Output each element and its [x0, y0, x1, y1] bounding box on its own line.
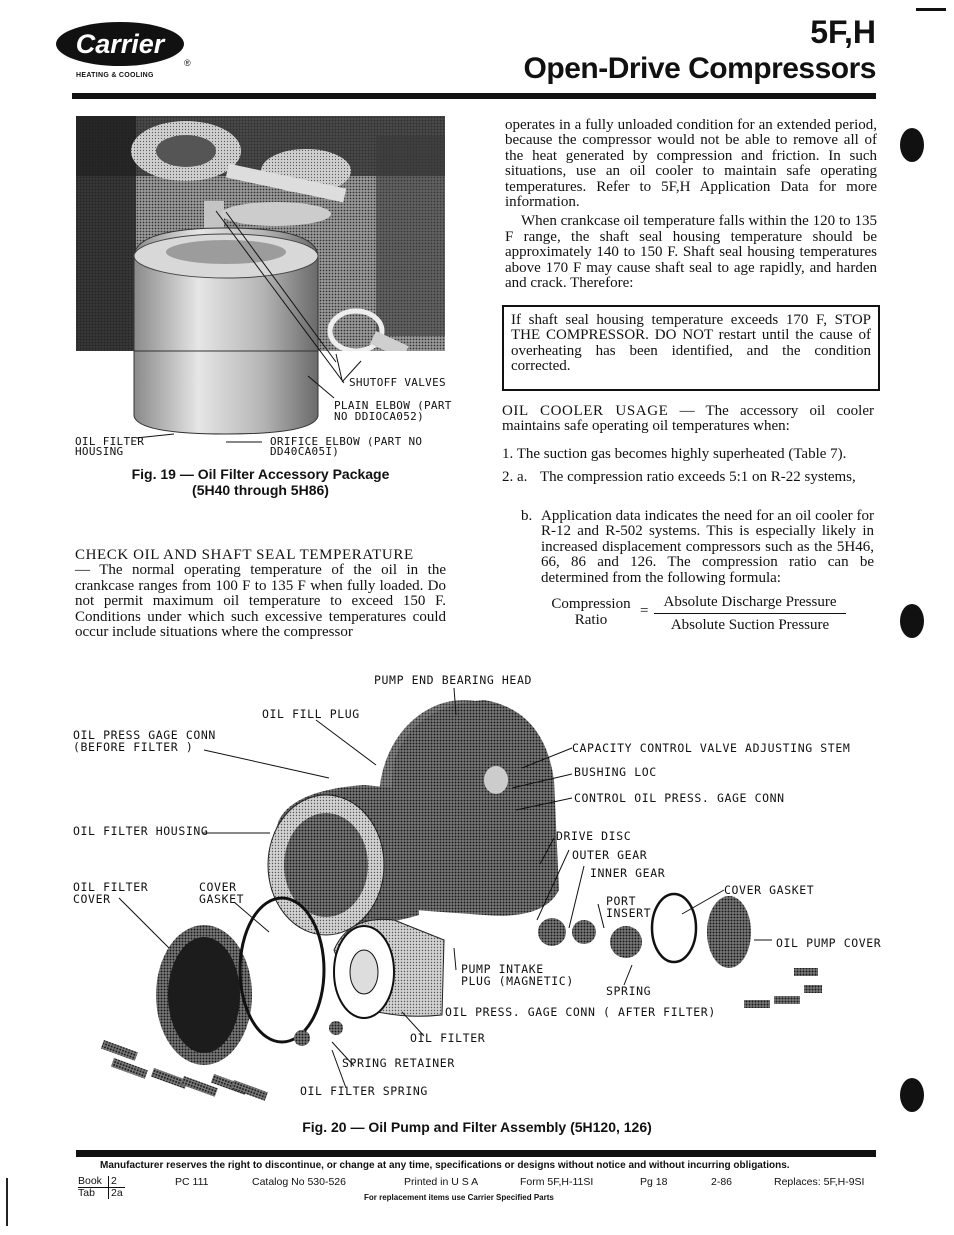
hole-punch-middle — [900, 604, 924, 638]
label-control-oil-press: CONTROL OIL PRESS. GAGE CONN — [574, 791, 785, 805]
label-oil-filter-housing: OIL FILTER HOUSING — [73, 824, 209, 838]
logo-subtitle: HEATING & COOLING — [76, 72, 154, 79]
label-drive-disc: DRIVE DISC — [556, 829, 632, 843]
list-item-2a-number: 2. a. — [502, 469, 528, 485]
left-column — [75, 548, 446, 640]
list-item-1-text: The suction gas becomes highly superheated (Table 7). — [516, 446, 847, 462]
label-press-gage-before-1: OIL PRESS GAGE CONN — [73, 728, 216, 742]
figure-19-caption-line1: Fig. 19 — Oil Filter Accessory Package — [131, 466, 390, 482]
label-plain-elbow-2: NO DDIOCA052) — [334, 410, 424, 423]
hole-punch-bottom — [900, 1078, 924, 1112]
label-oil-filter-spring: OIL FILTER SPRING — [300, 1084, 428, 1098]
label-oil-filter-2: HOUSING — [75, 445, 124, 458]
label-plain-elbow-1: PLAIN ELBOW (PART — [334, 399, 452, 412]
label-capacity-control: CAPACITY CONTROL VALVE ADJUSTING STEM — [572, 741, 851, 755]
logo-registered-mark: ® — [184, 58, 191, 68]
paragraph-unloaded: operates in a fully unloaded condition for an extended period, because the compressor would not be able to remove all of the heat generated by compression and friction. In such situations, use an oil cooler to maintain safe operating temperatures. Refer to 5F,H Application Data for more information. — [505, 117, 877, 211]
oil-cooler-heading: OIL COOLER USAGE — [502, 403, 669, 419]
label-shutoff-valves: SHUTOFF VALVES — [349, 376, 446, 389]
label-pump-end-bearing-head: PUMP END BEARING HEAD — [374, 673, 532, 687]
footer-date: 2-86 — [711, 1176, 733, 1188]
footer-notice: Manufacturer reserves the right to discontinue, or change at any time, specifications or designs without notice and without incurring obligations. — [100, 1160, 790, 1171]
label-pump-intake-2: PLUG (MAGNETIC) — [461, 974, 574, 988]
right-column-top — [505, 118, 877, 291]
formula-lhs-line2: Ratio — [574, 612, 608, 628]
label-cover-gasket-right: COVER GASKET — [724, 883, 815, 897]
footer-rule — [76, 1150, 876, 1157]
label-spring-retainer: SPRING RETAINER — [342, 1056, 455, 1070]
footer-printed: Printed in U S A — [404, 1176, 479, 1188]
label-orifice-elbow-1: ORIFICE ELBOW (PART NO — [270, 435, 423, 448]
label-cover-gasket-left-2: GASKET — [199, 892, 245, 906]
paragraph-crankcase-temp: When crankcase oil temperature falls within the 120 to 135 F range, the shaft seal housing temperature should be approximately 140 to 150 F. Shaft seal housing temperatures above 170 F may cause shaft seal to age rapidly, and harden and crack. Therefore: — [505, 213, 877, 292]
book-tab-grid — [78, 1176, 129, 1199]
label-outer-gear: OUTER GEAR — [572, 848, 648, 862]
formula-lhs-line1: Compression — [551, 596, 631, 612]
formula-equals: = — [640, 603, 649, 619]
warning-box — [502, 305, 880, 391]
list-item-1-number: 1. — [502, 446, 514, 462]
list-item-2a — [502, 470, 874, 485]
formula-numerator: Absolute Discharge Pressure — [654, 594, 846, 614]
label-port-insert-2: INSERT — [606, 906, 652, 920]
figure-19-caption — [76, 466, 445, 498]
label-oil-filter: OIL FILTER — [410, 1031, 486, 1045]
list-item-2b-number: b. — [521, 508, 533, 524]
label-oil-fill-plug: OIL FILL PLUG — [262, 707, 360, 721]
carrier-logo — [56, 22, 184, 66]
label-port-insert-1: PORT — [606, 894, 637, 908]
footer-replacement-note: For replacement items use Carrier Specified Parts — [364, 1193, 554, 1202]
label-filter-cover-1: OIL FILTER — [73, 880, 149, 894]
label-spring: SPRING — [606, 984, 652, 998]
list-item-2b — [521, 509, 874, 586]
figure-20-caption: Fig. 20 — Oil Pump and Filter Assembly (5H120, 126) — [302, 1119, 652, 1135]
page-title-model: 5F,H — [810, 14, 876, 50]
formula-lhs — [545, 596, 637, 628]
scan-edge-mark — [6, 1178, 8, 1226]
header-rule — [72, 93, 876, 99]
book-value: 2 — [108, 1176, 125, 1188]
oil-cooler-intro: — The accessory oil cooler maintains safe operating oil temperatures when: — [502, 403, 874, 435]
label-bushing-loc: BUSHING LOC — [574, 765, 657, 779]
label-filter-cover-2: COVER — [73, 892, 111, 906]
footer-replaces: Replaces: 5F,H-9SI — [774, 1176, 865, 1188]
label-pump-intake-1: PUMP INTAKE — [461, 962, 544, 976]
check-oil-body: — The normal operating temperature of the oil in the crankcase ranges from 100 F to 135 F when fully loaded. Do not permit maximum oil temperature to exceed 150 F. Conditions under which such excessive temperatures could occur include situations where the compressor — [75, 562, 446, 641]
label-inner-gear: INNER GEAR — [590, 866, 666, 880]
label-cover-gasket-left-1: COVER — [199, 880, 237, 894]
section-heading-check-oil: CHECK OIL AND SHAFT SEAL TEMPERATURE — [75, 547, 414, 563]
formula-denominator: Absolute Suction Pressure — [670, 617, 830, 633]
tab-value: 2a — [108, 1188, 129, 1199]
warning-text: If shaft seal housing temperature exceeds 170 F, STOP THE COMPRESSOR. DO NOT restart until the cause of overheating has been identified, and the condition corrected. — [511, 312, 871, 375]
logo-text: Carrier — [75, 28, 165, 59]
page-title: Open-Drive Compressors — [523, 52, 876, 85]
list-item-2b-text: Application data indicates the need for an oil cooler for R-12 and R-502 systems. This is especially likely in increased displacement compressors such as the 5H46, 66, 86 and 126. The compression ratio can be determined from the following formula: — [541, 508, 874, 586]
figure-19-caption-line2: (5H40 through 5H86) — [192, 482, 329, 498]
footer-pc: PC 111 — [175, 1176, 209, 1188]
list-item-2a-text: The compression ratio exceeds 5:1 on R-22 systems, — [540, 469, 856, 485]
label-press-gage-before-2: (BEFORE FILTER ) — [73, 740, 194, 754]
footer-catalog: Catalog No 530-526 — [252, 1176, 346, 1188]
footer-page: Pg 18 — [640, 1176, 668, 1188]
tab-label: Tab — [78, 1187, 95, 1199]
corner-mark — [916, 8, 946, 11]
formula-fraction — [654, 594, 846, 634]
list-item-1 — [502, 447, 874, 462]
hole-punch-top — [900, 128, 924, 162]
label-press-gage-after: OIL PRESS. GAGE CONN ( AFTER FILTER) — [445, 1005, 716, 1019]
label-oil-filter-1: OIL FILTER — [75, 435, 145, 448]
label-oil-pump-cover: OIL PUMP COVER — [776, 936, 882, 950]
oil-cooler-section — [502, 404, 874, 435]
label-orifice-elbow-2: DD40CA05I) — [270, 445, 340, 458]
book-label: Book — [78, 1176, 108, 1188]
footer-form: Form 5F,H-11SI — [520, 1176, 594, 1188]
